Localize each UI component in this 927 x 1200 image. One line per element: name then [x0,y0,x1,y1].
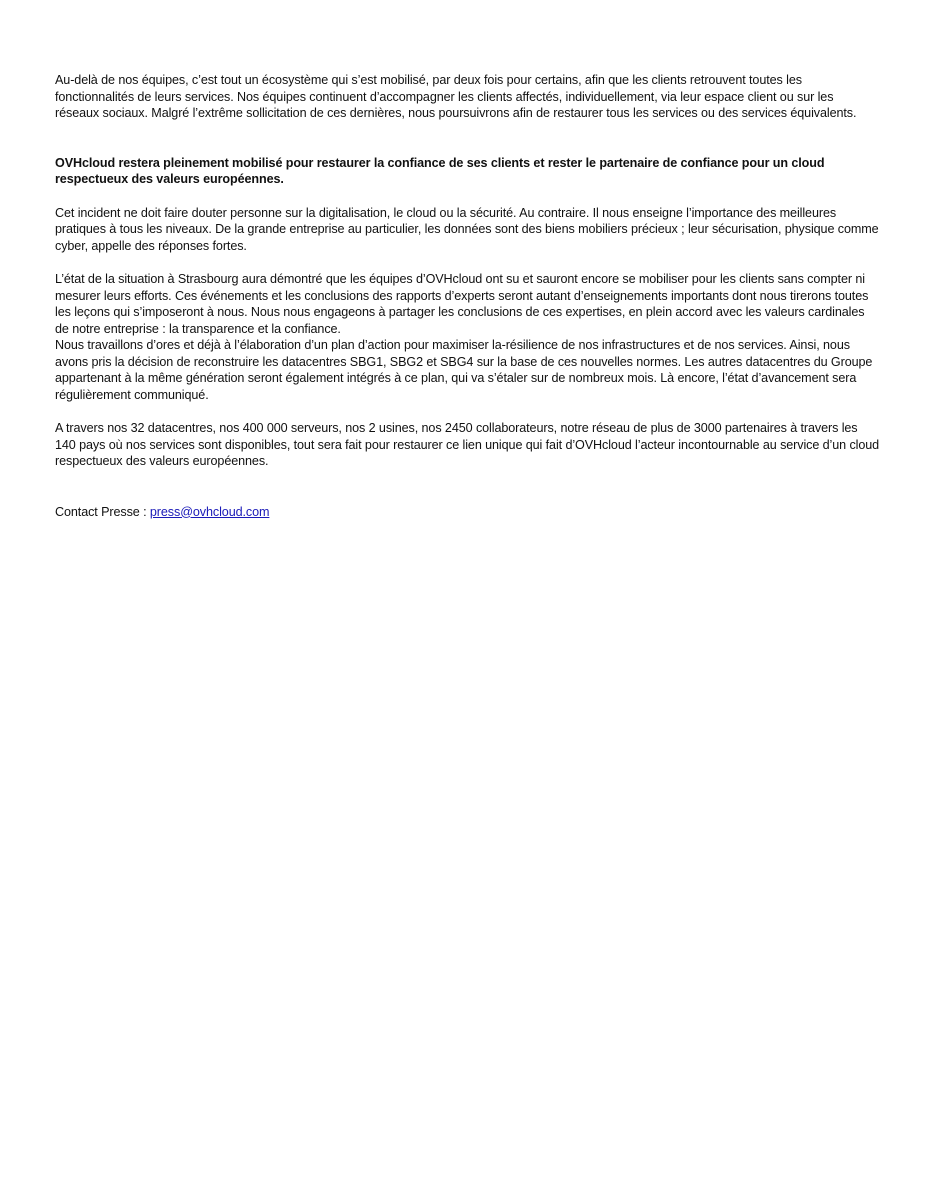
paragraph-datacentres: A travers nos 32 datacentres, nos 400 000 serveurs, nos 2 usines, nos 2450 collaborateurs, notre réseau de plus de 3000 partenaires à travers les 140 pays où nos services sont disponibles, tout sera fait pour restaurer ce lien unique qui fait d’OVHcloud l’acteur incontournable au service d’un cloud respectueux des valeurs européennes. [55,421,880,468]
press-email-link[interactable]: press@ovhcloud.com [149,504,270,519]
bold-statement: OVHcloud restera pleinement mobilisé pour restaurer la confiance de ses clients et rester le partenaire de confiance pour un cloud respectueux des valeurs européennes. [55,155,825,186]
paragraph-incident: Cet incident ne doit faire douter personne sur la digitalisation, le cloud ou la sécurité. Au contraire. Il nous enseigne l’importance des meilleures pratiques à tous les niveaux. De la grande entreprise au particulier, les données sont des biens mobiliers précieux ; leur sécurisation, physique comme cyber, appelle des réponses fortes. [55,205,879,253]
press-contact-label: Contact Presse : [55,504,150,519]
spacer [55,470,880,504]
spacer [55,188,880,205]
paragraph-ecosystem: Au-delà de nos équipes, c’est tout un écosystème qui s’est mobilisé, par deux fois pour certains, afin que les clients retrouvent toutes les fonctionnalités de leurs services. Nos équipes continuent d’accompagner les clients affectés, individuellement, via leur espace client ou sur les réseaux sociaux. Malgré l’extrême sollicitation de ces dernières, nous poursuivrons afin de restaurer tous les services ou des services équivalents. [55,73,857,120]
spacer [55,254,880,271]
spacer [55,403,880,420]
paragraph-strasbourg: L’état de la situation à Strasbourg aura démontré que les équipes d’OVHcloud ont su et sauront encore se mobiliser pour les clients sans compter ni mesurer leurs efforts. Ces événements et les conclusions des rapports d’experts seront autant d’enseignements importants dont nous tirerons toutes les leçons qui s’imposeront à nous. Nous nous engageons à partager les conclusions de ces expertises, en plein accord avec les valeurs cardinales de notre entreprise : la transparence et la confiance. [55,272,869,336]
paragraph-action-plan: Nous travaillons d’ores et déjà à l’élaboration d’un plan d’action pour maximiser la-résilience de nos infrastructures et de nos services. Ainsi, nous avons pris la décision de reconstruire les datacentres SBG1, SBG2 et SBG4 sur la base de ces nouvelles normes. Les autres datacentres du Groupe appartenant à la même génération seront également intégrés à ce plan, qui va s’étaler sur de nombreux mois. Là encore, l’état d’avancement sera régulièrement communiqué. [55,338,873,402]
press-contact [55,504,880,521]
document-page [55,72,880,520]
spacer [55,122,880,155]
